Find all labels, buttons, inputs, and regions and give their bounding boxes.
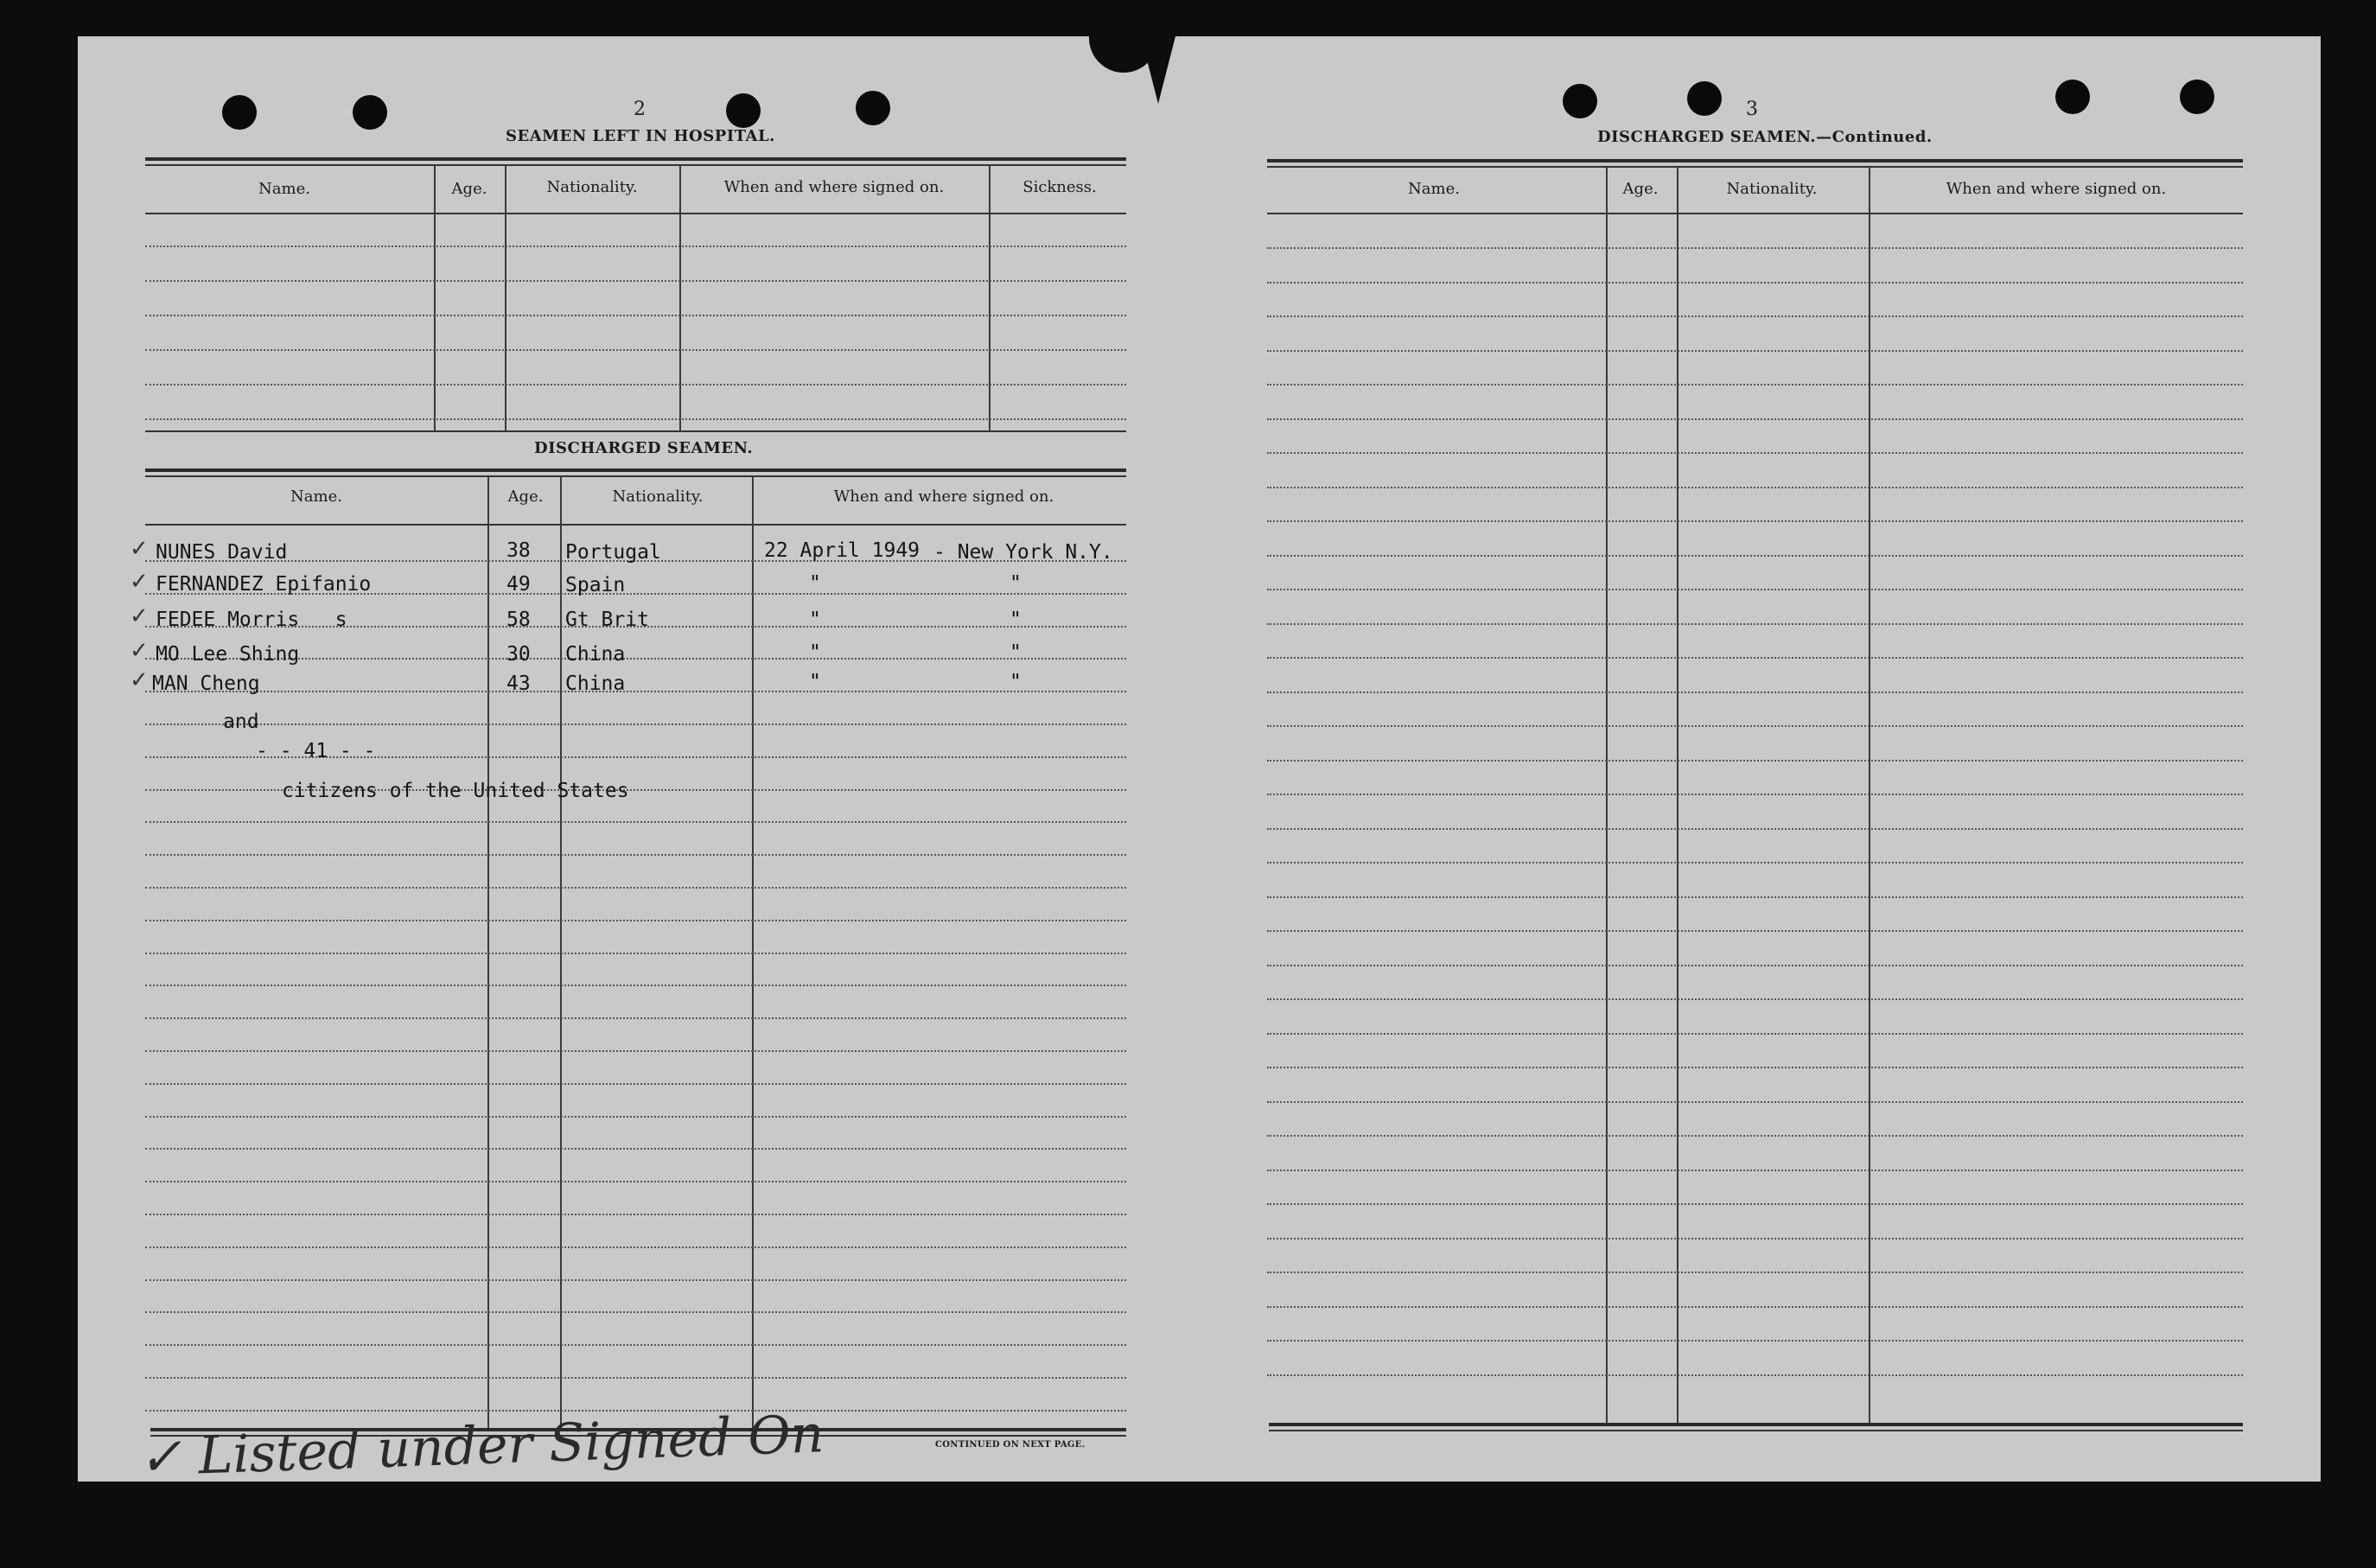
page-number-left: 2 [634, 99, 646, 120]
rule [1267, 159, 2243, 163]
col-header-age: Age. [451, 180, 487, 198]
binder-hole [353, 95, 387, 130]
entry-line [145, 920, 1126, 921]
entry-line [1267, 282, 2243, 284]
binder-hole [856, 91, 890, 125]
check-mark: ✓ [130, 536, 149, 562]
entry-line [145, 384, 1126, 386]
entry-line [145, 418, 1126, 420]
entry-line [1267, 384, 2243, 386]
col-header-signed-on: When and where signed on. [723, 178, 945, 196]
signed-on-place: " [1010, 572, 1022, 595]
seaman-age: 49 [506, 573, 531, 596]
entry-line [1267, 316, 2243, 317]
rule [1269, 1430, 2243, 1431]
check-mark: ✓ [130, 603, 149, 629]
binder-hole [726, 93, 761, 128]
rule [145, 157, 1126, 161]
rule [145, 430, 1126, 432]
seaman-nationality: Portugal [565, 541, 661, 564]
rule [1267, 213, 2243, 214]
column-divider [679, 166, 681, 430]
check-mark: ✓ [130, 638, 149, 664]
entry-line [1267, 520, 2243, 522]
column-divider [505, 166, 506, 430]
document-sheet [78, 36, 2321, 1488]
binder-hole [222, 95, 257, 130]
entry-line [145, 1246, 1126, 1248]
column-divider [434, 166, 436, 430]
signed-on-date: " [809, 671, 821, 693]
seaman-age: 30 [506, 643, 531, 666]
handwritten-note: ✓ Listed under Signed On [137, 1404, 825, 1488]
entry-line [145, 1017, 1126, 1019]
seaman-age: 58 [506, 609, 531, 631]
col-header-nationality: Nationality. [546, 178, 638, 196]
entry-line [1267, 896, 2243, 898]
entry-line [145, 1050, 1126, 1052]
entry-line [1267, 725, 2243, 727]
entry-line [1267, 1272, 2243, 1273]
entry-line [1267, 828, 2243, 830]
column-divider [989, 166, 991, 430]
check-mark: ✓ [130, 667, 149, 693]
entry-line [1267, 1033, 2243, 1035]
entry-line [145, 1116, 1126, 1118]
entry-line [1267, 1101, 2243, 1103]
rule [1267, 166, 2243, 168]
entry-line [1267, 1135, 2243, 1137]
entry-line [1267, 862, 2243, 864]
entry-line [1267, 1374, 2243, 1376]
entry-line [1267, 760, 2243, 762]
entry-line [145, 245, 1126, 247]
torn-edge [1141, 36, 1175, 104]
entry-line [145, 1214, 1126, 1215]
note-citizens: citizens of the United States [282, 780, 629, 802]
note-count: - - 41 - - [256, 740, 376, 762]
signed-on-place: " [1010, 641, 1022, 664]
entry-line [1267, 418, 2243, 420]
seaman-nationality: Gt Brit [565, 609, 649, 631]
seaman-nationality: China [565, 672, 626, 695]
signed-on-date: " [809, 609, 821, 631]
rule [145, 164, 1126, 166]
entry-line [1267, 623, 2243, 625]
seaman-name: MO Lee Shing [156, 643, 300, 666]
seaman-name: FEDEE Morris s [156, 609, 347, 631]
seaman-nationality: Spain [565, 574, 626, 596]
entry-line [1267, 1170, 2243, 1171]
continued-on-next-page: CONTINUED ON NEXT PAGE. [935, 1440, 1086, 1450]
entry-line [145, 1181, 1126, 1182]
seaman-name: FERNANDEZ Epifanio [156, 573, 372, 596]
entry-line [145, 887, 1126, 889]
col-header-age: Age. [1622, 180, 1659, 198]
entry-line [1267, 692, 2243, 693]
entry-line [145, 315, 1126, 316]
discharged-section-title: DISCHARGED SEAMEN. [534, 439, 754, 457]
column-divider [1869, 168, 1870, 1425]
entry-line [1267, 247, 2243, 249]
note-and: and [223, 711, 259, 733]
col-header-sickness: Sickness. [1022, 178, 1097, 196]
signed-on-date: " [809, 641, 821, 664]
entry-line [1267, 930, 2243, 932]
entry-line [1267, 487, 2243, 488]
signed-on-date: 22 April 1949 [764, 539, 920, 562]
entry-line [145, 1083, 1126, 1085]
seaman-nationality: China [565, 643, 626, 666]
binder-hole [2055, 80, 2090, 114]
rule [145, 468, 1126, 472]
entry-line [1267, 589, 2243, 590]
col-header-age: Age. [507, 488, 544, 506]
col-header-nationality: Nationality. [1726, 180, 1818, 198]
entry-line [1267, 452, 2243, 454]
col-header-name: Name. [258, 180, 310, 198]
entry-line [1267, 350, 2243, 352]
col-header-name: Name. [1408, 180, 1460, 198]
signed-on-place: " [1010, 609, 1022, 631]
entry-line [1267, 1306, 2243, 1308]
entry-line [145, 691, 1126, 692]
entry-line [145, 1311, 1126, 1313]
col-header-name: Name. [290, 488, 342, 506]
entry-line [145, 821, 1126, 823]
page-number-right: 3 [1746, 99, 1758, 120]
entry-line [1267, 998, 2243, 1000]
entry-line [145, 1148, 1126, 1150]
binder-hole [2180, 80, 2214, 114]
entry-line [1267, 555, 2243, 557]
seaman-name: NUNES David [156, 541, 288, 564]
rule [1269, 1423, 2243, 1426]
check-mark: ✓ [130, 569, 149, 595]
entry-line [145, 985, 1126, 986]
seaman-name: MAN Cheng [152, 672, 260, 695]
entry-line [145, 723, 1126, 725]
entry-line [1267, 1340, 2243, 1342]
entry-line [1267, 1238, 2243, 1240]
hospital-section-title: SEAMEN LEFT IN HOSPITAL. [506, 127, 775, 145]
signed-on-place: - New York N.Y. [933, 541, 1113, 564]
col-header-signed-on: When and where signed on. [833, 488, 1054, 506]
entry-line [145, 1377, 1126, 1379]
signed-on-place: " [1010, 671, 1022, 693]
seaman-age: 38 [506, 539, 531, 562]
binder-hole [1563, 84, 1597, 118]
entry-line [1267, 965, 2243, 966]
column-divider [1677, 168, 1678, 1425]
rule [145, 524, 1126, 526]
entry-line [145, 1344, 1126, 1346]
col-header-nationality: Nationality. [612, 488, 704, 506]
right-section-title: DISCHARGED SEAMEN.—Continued. [1597, 128, 1933, 146]
entry-line [145, 280, 1126, 282]
entry-line [145, 349, 1126, 351]
rule [145, 213, 1126, 214]
entry-line [1267, 657, 2243, 659]
signed-on-date: " [809, 572, 821, 595]
binder-hole [1687, 81, 1722, 116]
seaman-age: 43 [506, 672, 531, 695]
entry-line [145, 953, 1126, 954]
entry-line [145, 1279, 1126, 1281]
entry-line [1267, 794, 2243, 795]
entry-line [1267, 1067, 2243, 1068]
rule [145, 475, 1126, 477]
entry-line [1267, 1203, 2243, 1205]
entry-line [145, 854, 1126, 856]
col-header-signed-on: When and where signed on. [1946, 180, 2167, 198]
column-divider [1606, 168, 1608, 1425]
